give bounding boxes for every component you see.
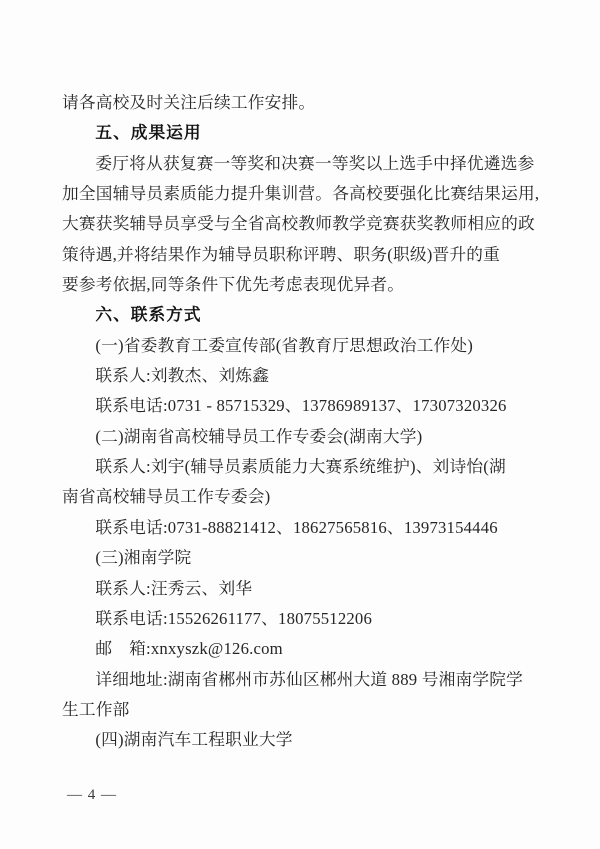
document-line: 请各高校及时关注后续工作安排。 xyxy=(62,93,316,112)
document-line: 大赛获奖辅导员享受与全省高校教师教学竞赛获奖教师相应的政 xyxy=(62,214,535,234)
section-heading: 六、联系方式 xyxy=(95,305,202,325)
document-line: 详细地址:湖南省郴州市苏仙区郴州大道 889 号湘南学院学 xyxy=(95,669,524,689)
document-line: 联系人:汪秀云、刘华 xyxy=(95,578,253,598)
section-heading: 五、成果运用 xyxy=(95,123,202,143)
document-line: (二)湖南省高校辅导员工作专委会(湖南大学) xyxy=(95,426,423,446)
document-line: 要参考依据,同等条件下优先考虑表现优异者。 xyxy=(62,275,405,295)
document-line: 联系电话:15526261177、18075512206 xyxy=(95,608,373,628)
page-number: — 4 — xyxy=(67,787,117,803)
document-line: 南省高校辅导员工作专委会) xyxy=(62,487,271,507)
document-line: 生工作部 xyxy=(62,699,130,719)
document-line: (四)湖南汽车工程职业大学 xyxy=(95,730,293,750)
document-line: 联系人:刘宇(辅导员素质能力大赛系统维护)、刘诗怡(湖 xyxy=(95,457,506,477)
document-line: 委厅将从获复赛一等奖和决赛一等奖以上选手中择优遴选参 xyxy=(95,153,535,173)
document-line: (三)湘南学院 xyxy=(95,548,192,568)
document-line: 加全国辅导员素质能力提升集训营。各高校要强化比赛结果运用, xyxy=(62,184,540,204)
document-line: (一)省委教育工委宣传部(省教育厅思想政治工作处) xyxy=(95,335,474,355)
document-line: 联系电话:0731 - 85715329、13786989137、17307320326 xyxy=(95,396,507,416)
document-line: 联系电话:0731-88821412、18627565816、13973154446 xyxy=(95,517,498,537)
document-line: 联系人:刘教杰、刘炼鑫 xyxy=(95,366,270,386)
document-line: 邮 箱:xnxyszk@126.com xyxy=(95,639,283,659)
document-line: 策待遇,并将结果作为辅导员职称评聘、职务(职级)晋升的重 xyxy=(62,244,501,264)
document-body xyxy=(62,88,540,756)
